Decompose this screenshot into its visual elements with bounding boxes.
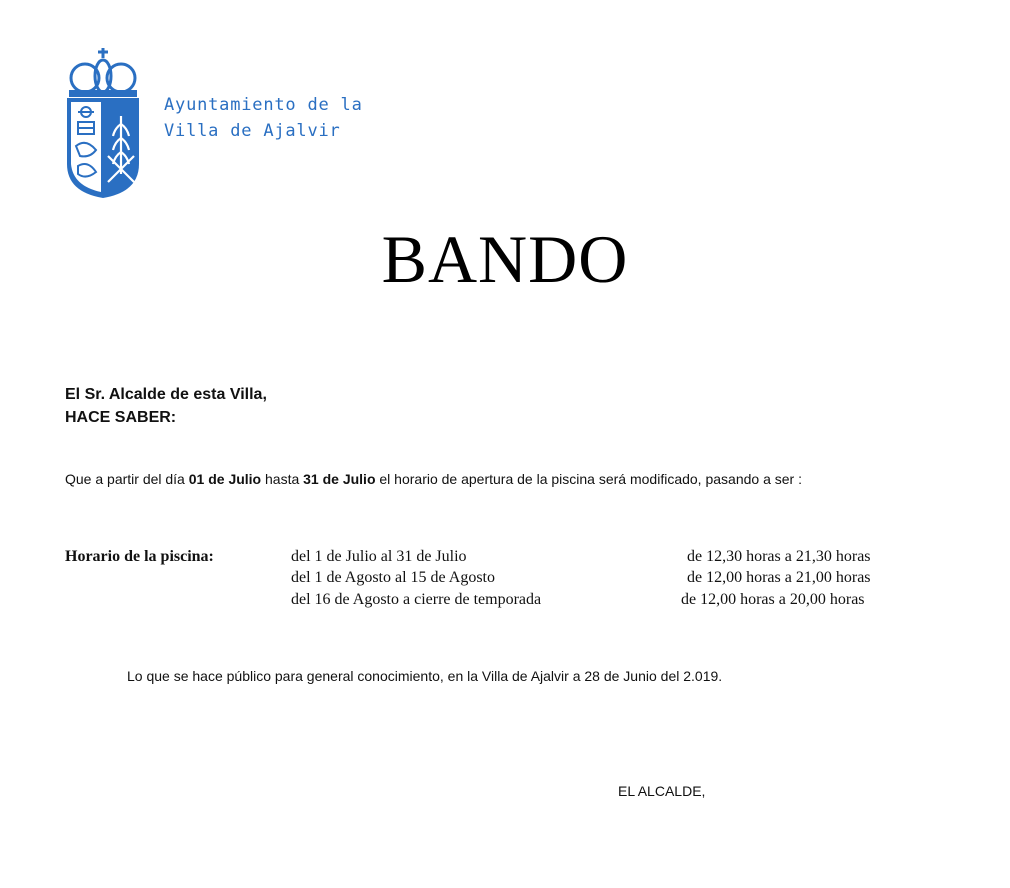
organization-name-line-2: Villa de Ajalvir [164,121,341,141]
public-notice-paragraph: Lo que se hace público para general conocimiento, en la Villa de Ajalvir a 28 de Junio del 2.019. [127,668,723,684]
notice-date-to: 31 de Julio [303,471,376,487]
notice-text-part-2: hasta [261,471,304,487]
schedule-period: del 1 de Agosto al 15 de Agosto [291,569,495,586]
intro-line-2: HACE SABER: [65,409,177,426]
coat-of-arms-icon [64,46,142,198]
intro-line-1: El Sr. Alcalde de esta Villa, [65,386,267,403]
schedule-label: Horario de la piscina: [65,548,214,565]
notice-paragraph [65,471,802,487]
organization-name-line-1: Ayuntamiento de la [164,95,363,115]
schedule-hours: de 12,00 horas a 20,00 horas [681,591,865,608]
notice-text-part-3: el horario de apertura de la piscina será modificado, pasando a ser : [375,471,802,487]
schedule-period: del 16 de Agosto a cierre de temporada [291,591,542,608]
schedule-hours: de 12,30 horas a 21,30 horas [687,548,871,565]
signature-line: EL ALCALDE, [618,783,706,799]
notice-text-part-1: Que a partir del día [65,471,189,487]
schedule-period: del 1 de Julio al 31 de Julio [291,548,467,565]
notice-date-from: 01 de Julio [188,471,262,487]
document-title: BANDO [381,221,629,297]
schedule-hours: de 12,00 horas a 21,00 horas [687,569,871,586]
